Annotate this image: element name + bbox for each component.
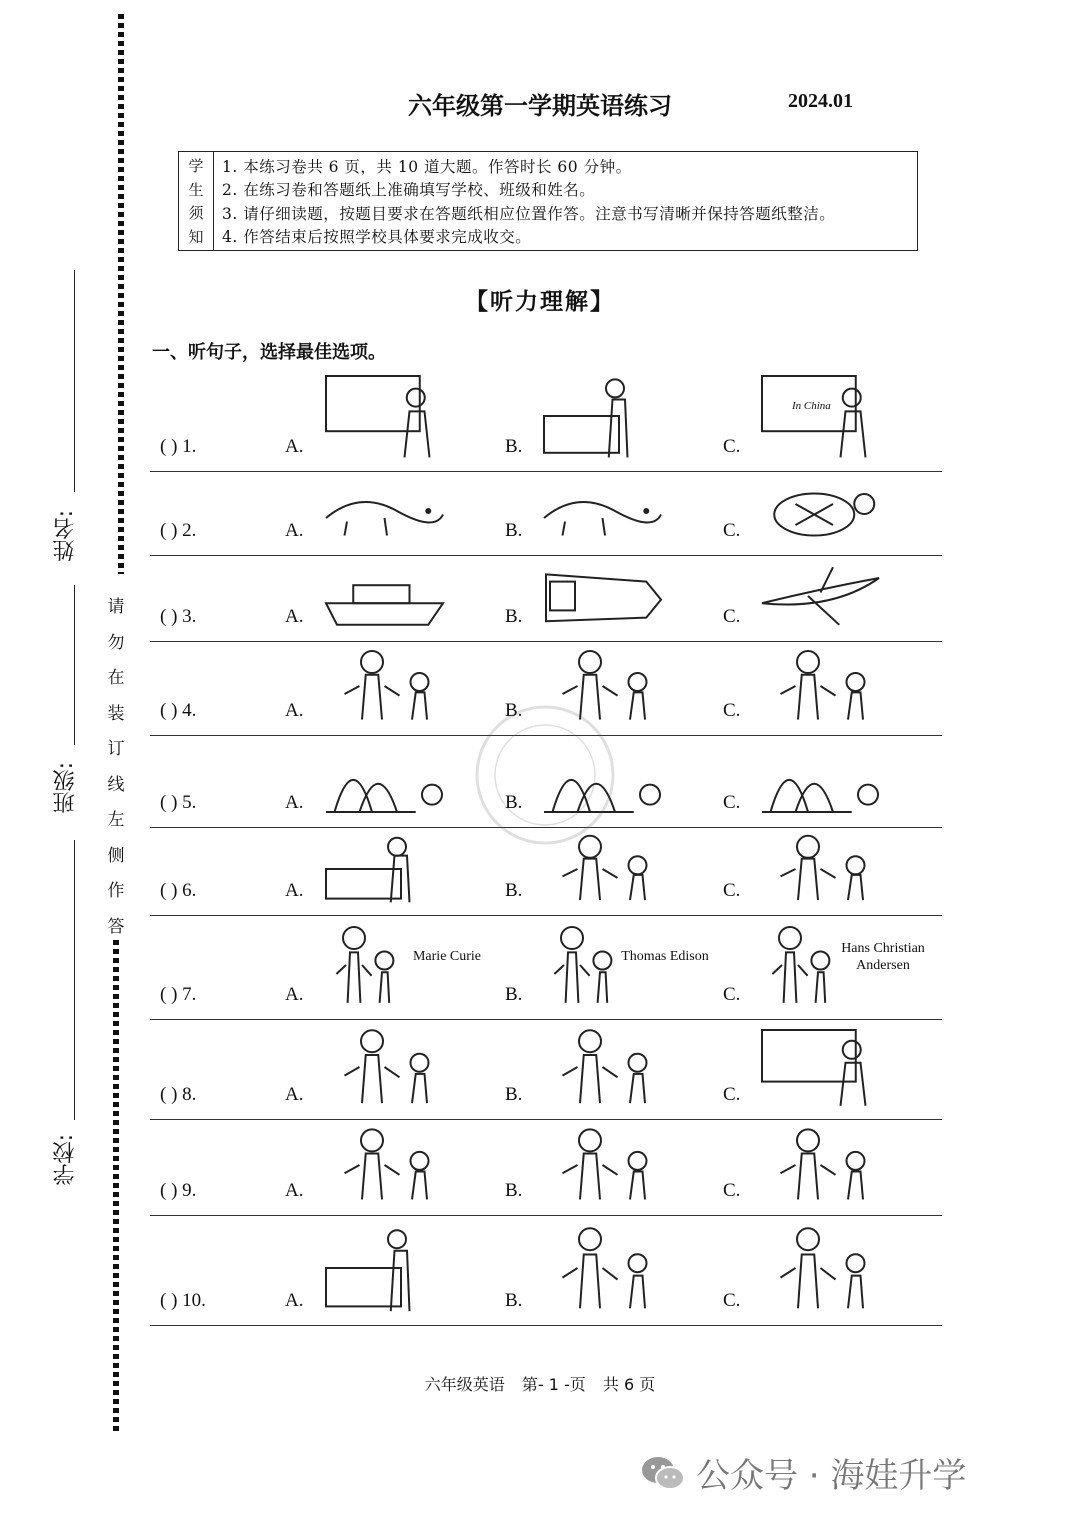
name-label: 姓名: <box>52 510 78 562</box>
option-label-b: B. <box>505 1084 523 1105</box>
school-label: 学校: <box>52 1134 78 1186</box>
grandma-girl-planting-icon <box>322 1220 447 1316</box>
man-with-blackboard-icon <box>758 370 883 462</box>
question-number[interactable]: ( ) 10. <box>160 1290 206 1311</box>
notice-rule: 3. 请仔细读题，按题目要求在答题纸相应位置作答。注意书写清晰并保持答题纸整洁。 <box>222 204 836 223</box>
school-write-line[interactable] <box>74 840 75 1120</box>
row-divider <box>150 915 942 916</box>
row-divider <box>150 1019 942 1020</box>
warning-char: 侧 <box>107 845 125 866</box>
option-label-b: B. <box>505 984 523 1005</box>
option-label-b: B. <box>505 606 523 627</box>
option-label-a: A. <box>285 606 304 627</box>
chameleon-icon <box>540 476 665 546</box>
binding-warning <box>104 590 128 945</box>
warning-char: 订 <box>107 739 125 759</box>
cook-icon <box>758 646 883 726</box>
question-number[interactable]: ( ) 9. <box>160 1180 197 1201</box>
kids-roller-skating-icon <box>322 1024 447 1110</box>
footer-page: 第- 1 -页 <box>521 1375 586 1394</box>
temple-of-heaven-panda-icon <box>758 740 883 818</box>
notice-rule: 2. 在练习卷和答题纸上准确填写学校、班级和姓名。 <box>222 181 596 200</box>
option-label-c: C. <box>723 880 741 901</box>
question-row <box>150 474 942 556</box>
exam-date: 2024.01 <box>788 90 853 112</box>
option-label-b: B. <box>505 880 523 901</box>
row-divider <box>150 1215 942 1216</box>
page-footer <box>0 1372 1080 1395</box>
option-label-c: C. <box>723 1180 741 1201</box>
class-label: 班级: <box>52 762 78 814</box>
notice-rules <box>214 152 917 250</box>
option-label-b: B. <box>505 1180 523 1201</box>
question-number[interactable]: ( ) 6. <box>160 880 197 901</box>
question-number[interactable]: ( ) 1. <box>160 436 197 457</box>
person-caption: Hans Christian Andersen <box>841 941 925 973</box>
crocodile-icon <box>322 476 447 546</box>
option-label-c: C. <box>723 1084 741 1105</box>
boy-with-toy-icon <box>540 1124 665 1206</box>
option-label-b: B. <box>505 792 523 813</box>
warning-char: 装 <box>107 703 125 724</box>
student-notice-box <box>178 151 918 251</box>
row-divider <box>150 641 942 642</box>
option-label-a: A. <box>285 436 304 457</box>
notice-rule: 1. 本练习卷共 6 页，共 10 道大题。作答时长 60 分钟。 <box>222 157 632 176</box>
option-label-a: A. <box>285 520 304 541</box>
part-one-title: 一、听句子，选择最佳选项。 <box>152 342 386 363</box>
option-label-a: A. <box>285 1084 304 1105</box>
question-number[interactable]: ( ) 3. <box>160 606 197 627</box>
teacher-girl-icon <box>322 646 447 726</box>
hans-christian-andersen-icon <box>758 920 838 1010</box>
option-label-c: C. <box>723 436 741 457</box>
option-label-a: A. <box>285 700 304 721</box>
name-field <box>40 510 90 561</box>
question-row <box>150 558 942 642</box>
warning-char: 答 <box>107 916 125 937</box>
girl-grandma-baking-icon <box>758 1220 883 1316</box>
grandma-girl-dog-icon <box>540 1220 665 1316</box>
train-icon <box>540 560 665 632</box>
sydney-opera-koala-icon <box>322 740 447 818</box>
faint-stamp-icon <box>470 700 620 850</box>
marie-curie-icon <box>322 920 402 1010</box>
thomas-edison-icon <box>540 920 620 1010</box>
girl-sweeping-icon <box>758 832 883 906</box>
boy-with-basket-icon <box>758 1124 883 1206</box>
class-write-line[interactable] <box>74 585 75 745</box>
question-number[interactable]: ( ) 5. <box>160 792 197 813</box>
option-label-b: B. <box>505 520 523 541</box>
girl-watering-plants-icon <box>322 832 447 906</box>
binding-dotted-line-bottom <box>113 940 119 1432</box>
warning-char: 勿 <box>107 632 125 653</box>
scientist-in-lab-icon <box>540 370 665 462</box>
option-label-c: C. <box>723 606 741 627</box>
person-caption: Thomas Edison <box>621 949 709 964</box>
question-number[interactable]: ( ) 7. <box>160 984 197 1005</box>
row-divider <box>150 555 942 556</box>
row-divider <box>150 1119 942 1120</box>
watermark <box>640 1448 966 1497</box>
question-row <box>150 1022 942 1120</box>
class-field <box>40 762 90 813</box>
turtle-icon <box>758 476 883 546</box>
question-row <box>150 1218 942 1326</box>
watermark-text: 公众号 · 海娃升学 <box>696 1456 967 1496</box>
question-number[interactable]: ( ) 4. <box>160 700 197 721</box>
wechat-icon <box>640 1453 686 1493</box>
warning-char: 在 <box>107 668 125 688</box>
teacher-at-board-icon <box>322 370 447 462</box>
warning-char: 线 <box>107 774 125 795</box>
option-label-c: C. <box>723 520 741 541</box>
person-caption: Marie Curie <box>412 949 482 964</box>
question-number[interactable]: ( ) 8. <box>160 1084 197 1105</box>
school-field <box>40 1134 90 1185</box>
blackboard-text: In China <box>792 400 831 412</box>
airplane-icon <box>758 560 883 632</box>
option-label-c: C. <box>723 984 741 1005</box>
question-number[interactable]: ( ) 2. <box>160 520 197 541</box>
option-label-c: C. <box>723 1290 741 1311</box>
footer-total: 共 6 页 <box>602 1375 656 1394</box>
option-label-c: C. <box>723 792 741 813</box>
option-label-b: B. <box>505 1290 523 1311</box>
kids-skateboarding-icon <box>758 1024 883 1110</box>
option-label-a: A. <box>285 1290 304 1311</box>
option-label-a: A. <box>285 1180 304 1201</box>
notice-label: 学 生 须 知 <box>179 152 214 250</box>
question-row <box>150 1122 942 1216</box>
warning-char: 请 <box>107 597 125 617</box>
option-label-c: C. <box>723 700 741 721</box>
boy-painting-icon <box>322 1124 447 1206</box>
row-divider <box>150 471 942 472</box>
page-title: 六年级第一学期英语练习 <box>408 92 672 120</box>
option-label-b: B. <box>505 700 523 721</box>
warning-char: 左 <box>107 810 125 830</box>
warning-char: 作 <box>107 881 125 901</box>
kids-running-icon <box>540 1024 665 1110</box>
question-row <box>150 368 942 472</box>
option-label-a: A. <box>285 880 304 901</box>
option-label-a: A. <box>285 792 304 813</box>
row-divider <box>150 1325 942 1326</box>
ship-icon <box>322 560 447 632</box>
option-label-a: A. <box>285 984 304 1005</box>
notice-rule: 4. 作答结束后按照学校具体要求完成收交。 <box>222 228 532 247</box>
option-label-b: B. <box>505 436 523 457</box>
section-title: 【听力理解】 <box>465 289 615 315</box>
question-row <box>150 918 942 1020</box>
footer-subject: 六年级英语 <box>424 1375 505 1394</box>
